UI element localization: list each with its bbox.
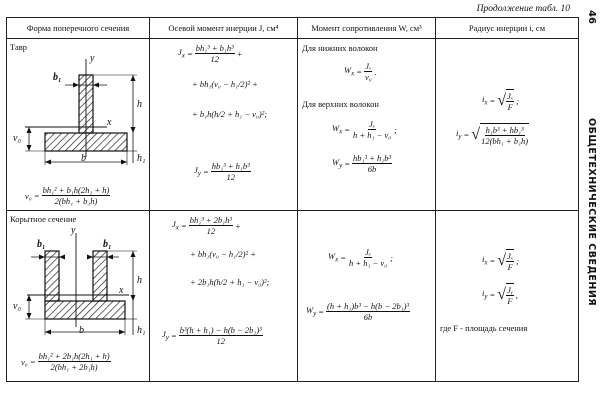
area-note: где F - площадь сечения (440, 323, 528, 333)
modulus-cell-channel (298, 211, 436, 382)
label-v0: v₀ (13, 301, 21, 312)
section-title: ОБЩЕТЕХНИЧЕСКИЕ СВЕДЕНИЯ (586, 118, 597, 307)
lower-fibers-label: Для нижних волокон (302, 43, 378, 53)
label-b1: b₁ (53, 72, 62, 83)
tee-title: Тавр (10, 42, 28, 52)
radius-cell-channel (436, 211, 579, 382)
header-inertia: Осевой момент инерции J, см⁴ (150, 18, 298, 39)
channel-ix-formula: $i_x$ = √ $\frac{\text{Jₓ}}{F}$ ; (482, 251, 520, 272)
channel-v0-formula: v₀ = $\frac{\text{bh₁² + 2b₁h(2h₁ + h)}}{\text{2(bh₁ + 2b₁h)}}$ (21, 351, 110, 372)
tee-wy-formula: $W_y$ = $\frac{\text{hb₁³ + h₁b³}}{6b}$ (332, 153, 391, 174)
inertia-cell-channel (150, 211, 298, 382)
label-b1-right: b₁ (103, 239, 112, 250)
tee-jx-line3: + b₁h(h/2 + h₁ − v₀)²; (192, 109, 268, 119)
tee-jx-line2: + bh₁(v₀ − h₁/2)² + (192, 79, 258, 89)
label-h1: h₁ (137, 153, 146, 164)
channel-wy-formula: $W_y$ = $\frac{\text{(h + h₁)b³ − h(b − 2b₁)³}}{6b}$ (306, 301, 410, 322)
header-radius: Радиус инерции i, см (436, 18, 579, 39)
label-y: y (90, 53, 95, 64)
shape-cell-tee (7, 39, 150, 211)
header-section-modulus: Момент сопротивления W, см³ (298, 18, 436, 39)
tee-w-lower: $W_x$ = $\frac{\text{Jₓ}}{\text{v₀}}$ . (344, 61, 377, 82)
tee-w-upper: $W_x$ = $\frac{\text{Jₓ}}{\text{h + h₁ − v₀}}$ ; (332, 119, 397, 140)
page-number: 46 (586, 10, 597, 24)
channel-iy-formula: $i_y$ = √ $\frac{\text{Jᵧ}}{F}$ , (482, 285, 518, 306)
channel-jx-line3: + 2b₁h(h/2 + h₁ − v₀)²; (190, 277, 270, 287)
header-shape: Форма поперечного сечения (7, 18, 150, 39)
label-h1: h₁ (137, 325, 146, 336)
tee-v0-formula: v₀ = $\frac{\text{bh₁² + b₁h(2h₁ + h)}}{\text{2(bh₁ + b₁h)}}$ (25, 185, 110, 206)
tee-jy-formula: $J_y$ = $\frac{\text{hb₁³ + h₁b³}}{12}$ (194, 161, 250, 182)
label-v0: v₀ (13, 133, 21, 144)
shape-cell-channel (7, 211, 150, 382)
label-y: y (71, 225, 76, 236)
channel-title: Корытное сечение (10, 214, 77, 224)
tee-section-figure (7, 53, 149, 173)
header-row (7, 18, 579, 39)
tee-jx-formula: $J_x$ = $\frac{\text{bh₁³ + b₁h³}}{12}$ + (178, 43, 243, 64)
label-h: h (137, 99, 142, 110)
upper-fibers-label: Для верхних волокон (302, 99, 379, 109)
channel-section-figure (7, 223, 149, 345)
side-margin (582, 8, 604, 393)
table-continuation-caption: Продолжение табл. 10 (476, 4, 570, 14)
label-b1: b₁ (37, 239, 46, 250)
channel-jx-line2: + bh₁(v₀ − h₁/2)² + (190, 249, 256, 259)
label-x: x (107, 117, 112, 128)
table-row (7, 211, 579, 382)
table-row (7, 39, 579, 211)
tee-iy-formula: $i_y$ = √ $\frac{\text{h₁b³ + hb₁³}}{\text{12(bh₁ + b₁h)}}$ (456, 125, 529, 146)
channel-jx-formula: $J_x$ = $\frac{\text{bh₁³ + 2b₁h³}}{12}$ + (172, 215, 241, 236)
label-b: b (79, 325, 84, 336)
label-b: b (81, 153, 86, 164)
label-x: x (119, 285, 124, 296)
tee-ix-formula: $i_x$ = √ $\frac{\text{Jₓ}}{F}$ ; (482, 91, 520, 112)
inertia-cell-tee (150, 39, 298, 211)
properties-table (6, 17, 579, 382)
radius-cell-tee (436, 39, 579, 211)
label-h: h (137, 275, 142, 286)
modulus-cell-tee (298, 39, 436, 211)
channel-jy-formula: $J_y$ = $\frac{\text{b³(h + h₁) − h(b − 2b₁)³}}{12}$ (162, 325, 262, 346)
channel-wx-formula: $W_x$ = $\frac{\text{Jₓ}}{\text{h + h₁ − v₀}}$ ; (328, 247, 393, 268)
